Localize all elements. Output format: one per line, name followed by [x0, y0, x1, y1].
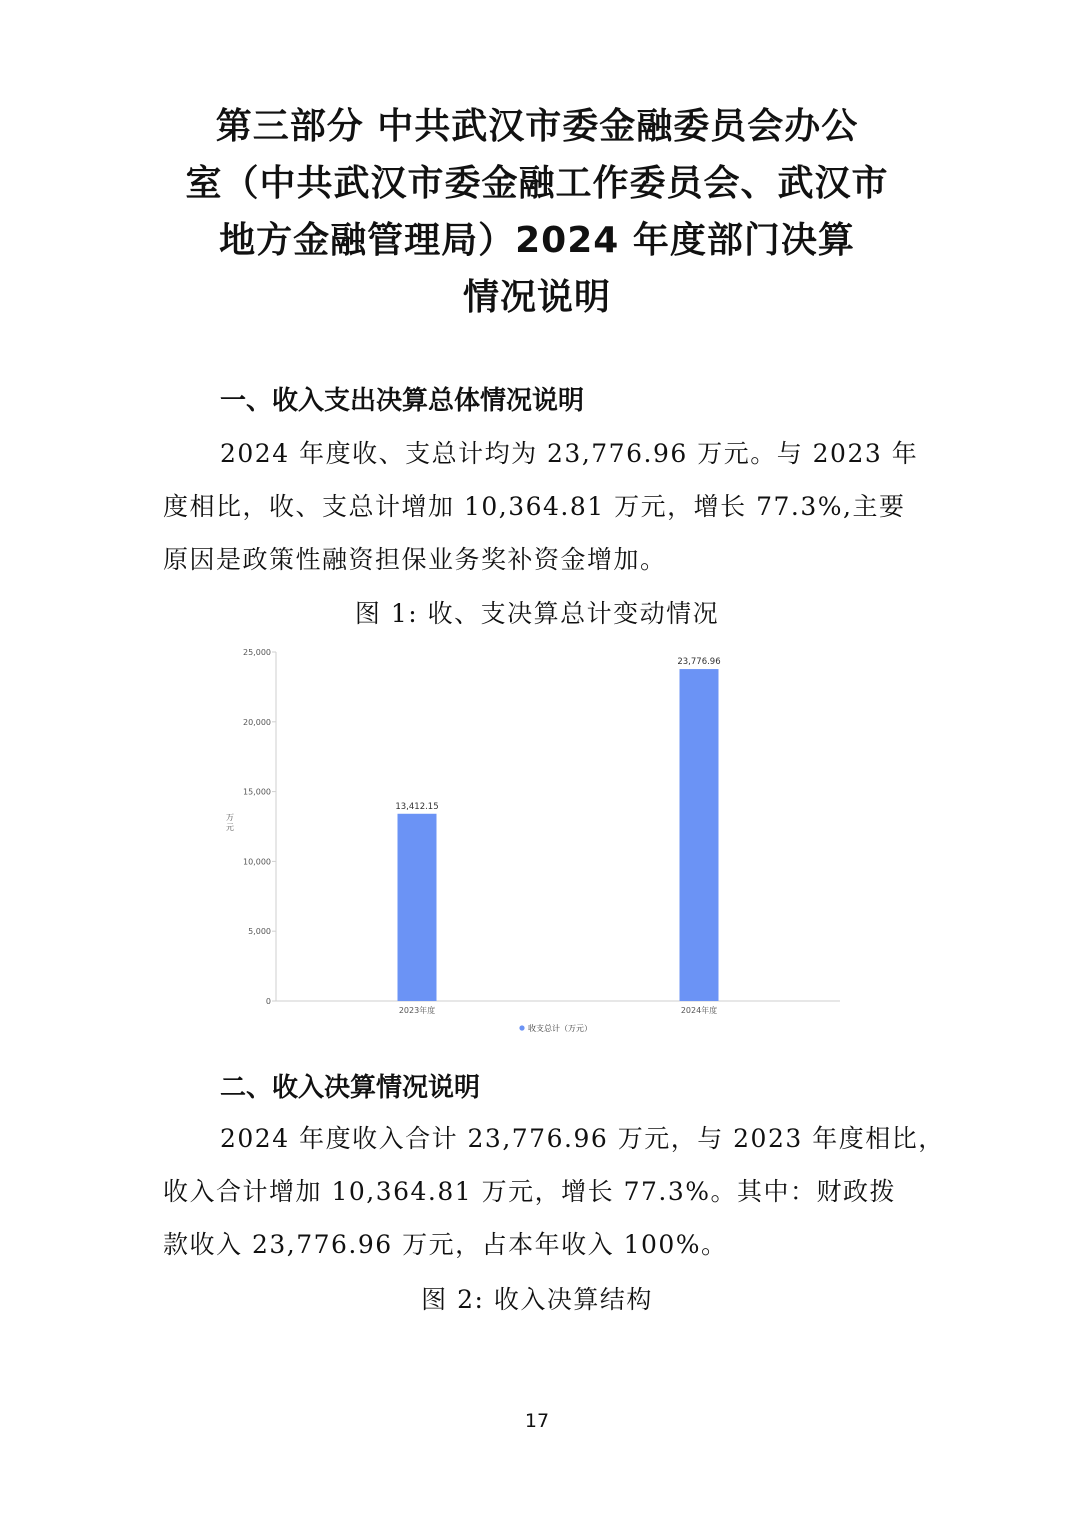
section1-paragraph — [163, 427, 919, 586]
y-tick-label: 20,000 — [243, 717, 271, 727]
paragraph-line: 原因是政策性融资担保业务奖补资金增加。 — [163, 545, 667, 574]
paragraph-line: 款收入 23,776.96 万元，占本年收入 100%。 — [163, 1230, 728, 1259]
title-line: 情况说明 — [462, 277, 611, 318]
section2-paragraph — [163, 1112, 945, 1271]
y-tick-label: 15,000 — [243, 787, 271, 797]
figure2-caption: 图 2: 收入决算结构 — [421, 1285, 653, 1314]
paragraph-line: 2024 年度收、支总计均为 23,776.96 万元。与 2023 年 — [220, 439, 919, 468]
x-tick-label: 2024年度 — [680, 1006, 718, 1015]
y-tick-label: 25,000 — [243, 648, 271, 657]
x-tick-label: 2023年度 — [398, 1006, 436, 1015]
figure1-bar-chart — [218, 640, 848, 1040]
legend-swatch — [519, 1025, 524, 1030]
title-line: 地方金融管理局）2024 年度部门决算 — [219, 220, 855, 261]
y-axis-label: 万 — [226, 813, 234, 822]
section1-heading: 一、收入支出决算总体情况说明 — [220, 386, 585, 416]
page-number: 17 — [524, 1410, 550, 1432]
paragraph-line: 2024 年度收入合计 23,776.96 万元，与 2023 年度相比， — [220, 1124, 945, 1153]
bar-data-label: 23,776.96 — [677, 657, 721, 668]
y-axis-label: 元 — [226, 823, 234, 832]
legend-label: 收支总计（万元） — [528, 1024, 592, 1033]
bar — [398, 814, 437, 1001]
title-line: 第三部分 中共武汉市委金融委员会办公 — [215, 106, 859, 147]
y-tick-label: 5,000 — [248, 927, 271, 937]
bar-data-label: 13,412.15 — [395, 801, 439, 812]
paragraph-line: 度相比，收、支总计增加 10,364.81 万元，增长 77.3%,主要 — [163, 492, 906, 521]
y-tick-label: 0 — [265, 997, 271, 1006]
title-line: 室（中共武汉市委金融工作委员会、武汉市 — [185, 163, 889, 204]
y-tick-label: 10,000 — [243, 857, 271, 867]
bar — [680, 669, 719, 1001]
section2-heading: 二、收入决算情况说明 — [220, 1073, 481, 1103]
figure1-caption: 图 1: 收、支决算总计变动情况 — [354, 599, 720, 628]
document-title — [140, 98, 934, 326]
paragraph-line: 收入合计增加 10,364.81 万元，增长 77.3%。其中：财政拨 — [163, 1177, 896, 1206]
